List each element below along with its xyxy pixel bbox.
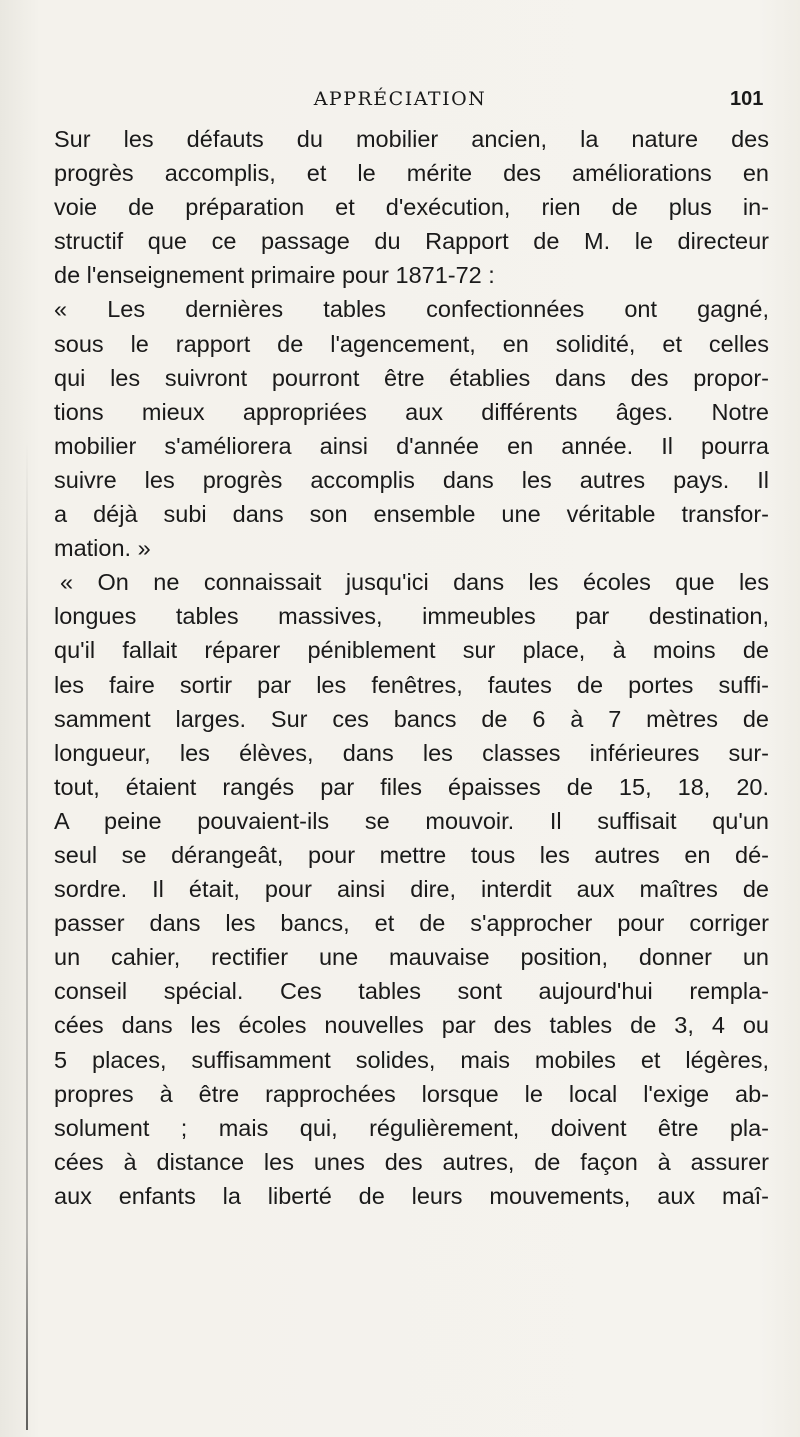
page-gutter-shadow xyxy=(26,440,28,1430)
text-line: conseil spécial. Ces tables sont aujourd'hui rempla- xyxy=(54,978,769,1005)
body-text xyxy=(54,122,769,1213)
text-line: qu'il fallait réparer péniblement sur place, à moins de xyxy=(54,637,769,664)
text-line: suivre les progrès accomplis dans les autres pays. Il xyxy=(54,466,769,493)
text-line: propres à être rapprochées lorsque le local l'exige ab- xyxy=(54,1080,769,1107)
text-line: cées dans les écoles nouvelles par des tables de 3, 4 ou xyxy=(54,1012,769,1039)
text-line: aux enfants la liberté de leurs mouvements, aux maî- xyxy=(54,1182,769,1209)
text-line: cées à distance les unes des autres, de façon à assurer xyxy=(54,1148,769,1175)
text-line: longues tables massives, immeubles par destination, xyxy=(54,603,769,630)
page-number: 101 xyxy=(730,88,764,110)
text-line: samment larges. Sur ces bancs de 6 à 7 mètres de xyxy=(54,705,769,732)
text-line: tout, étaient rangés par files épaisses de 15, 18, 20. xyxy=(54,773,769,800)
text-line: a déjà subi dans son ensemble une véritable transfor- xyxy=(54,501,769,528)
text-line: un cahier, rectifier une mauvaise position, donner un xyxy=(54,944,769,971)
text-line: sous le rapport de l'agencement, en solidité, et celles xyxy=(54,330,769,357)
text-line: A peine pouvaient-ils se mouvoir. Il suffisait qu'un xyxy=(54,807,769,834)
text-line: qui les suivront pourront être établies dans des propor- xyxy=(54,364,769,391)
text-line: longueur, les élèves, dans les classes inférieures sur- xyxy=(54,739,769,766)
text-line: mobilier s'améliorera ainsi d'année en année. Il pourra xyxy=(54,432,769,459)
text-line: solument ; mais qui, régulièrement, doivent être pla- xyxy=(54,1114,769,1141)
running-head xyxy=(0,88,800,118)
text-line: mation. » xyxy=(54,535,151,562)
text-line: « Les dernières tables confectionnées ont gagné, xyxy=(54,296,769,323)
text-line: de l'enseignement primaire pour 1871-72 : xyxy=(54,262,495,289)
text-line: les faire sortir par les fenêtres, fautes de portes suffi- xyxy=(54,671,769,698)
text-line: sordre. Il était, pour ainsi dire, interdit aux maîtres de xyxy=(54,876,769,903)
text-line: seul se dérangeât, pour mettre tous les autres en dé- xyxy=(54,841,769,868)
text-line: Sur les défauts du mobilier ancien, la nature des xyxy=(54,126,769,152)
text-line: tions mieux appropriées aux différents âges. Notre xyxy=(54,398,769,425)
text-line: passer dans les bancs, et de s'approcher pour corriger xyxy=(54,910,769,937)
text-line: 5 places, suffisamment solides, mais mobiles et légères, xyxy=(54,1046,769,1073)
running-title: APPRÉCIATION xyxy=(313,88,487,110)
text-line: voie de préparation et d'exécution, rien de plus in- xyxy=(54,194,769,221)
text-line: « On ne connaissait jusqu'ici dans les écoles que les xyxy=(60,569,769,596)
text-line: progrès accomplis, et le mérite des améliorations en xyxy=(54,160,769,187)
text-line: structif que ce passage du Rapport de M. le directeur xyxy=(54,228,769,255)
